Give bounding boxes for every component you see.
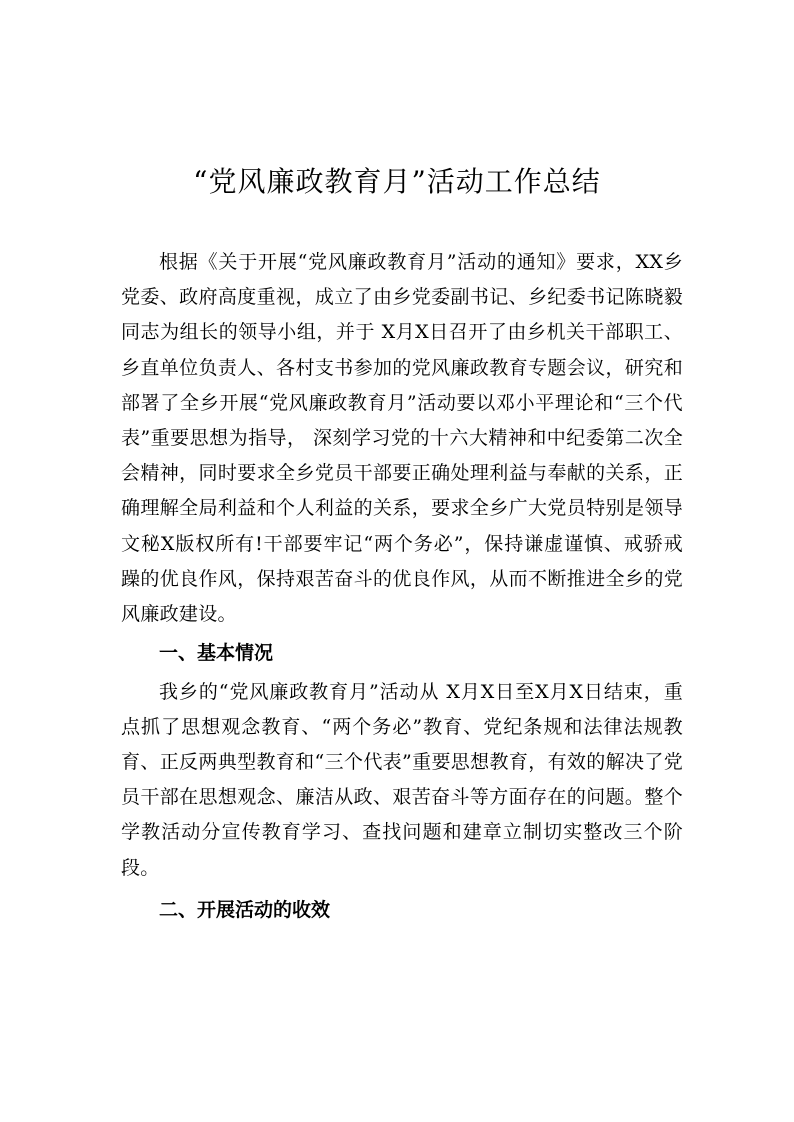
- intro-paragraph: 根据《关于开展“党风廉政教育月”活动的通知》要求，XX乡党委、政府高度重视，成立了由乡党委副书记、乡纪委书记陈晓毅同志为组长的领导小组，并于 X月X日召开了由乡机关干部职工、乡直单位负责人、各村支书参加的党风廉政教育专题会议，研究和部署了全乡开展“党风廉政教育月”活动要以邓小平理论和“三个代表”重要思想为指导， 深刻学习党的十六大精神和中纪委第二次全会精神，同时要求全乡党员干部要正确处理利益与奉献的关系，正确理解全局利益和个人利益的关系，要求全乡广大党员特别是领导文秘X版权所有!干部要牢记“两个务必”，保持谦虚谨慎、戒骄戒躁的优良作风，保持艰苦奋斗的优良作风，从而不断推进全乡的党风廉政建设。: [121, 251, 683, 626]
- document-title: “党风廉政教育月”活动工作总结: [193, 165, 601, 198]
- section-heading-basic-situation: 一、基本情况: [159, 641, 274, 664]
- section-heading-results: 二、开展活动的收效: [159, 898, 331, 921]
- document-body: [121, 245, 683, 932]
- basic-situation-paragraph: 我乡的“党风廉政教育月”活动从 X月X日至X月X日结束，重点抓了思想观念教育、“两个务必”教育、党纪条规和法律法规教育、正反两典型教育和“三个代表”重要思想教育，有效的解决了党员干部在思想观念、廉洁从政、艰苦奋斗等方面存在的问题。整个学教活动分宣传教育学习、查找问题和建章立制切实整改三个阶段。: [121, 680, 683, 879]
